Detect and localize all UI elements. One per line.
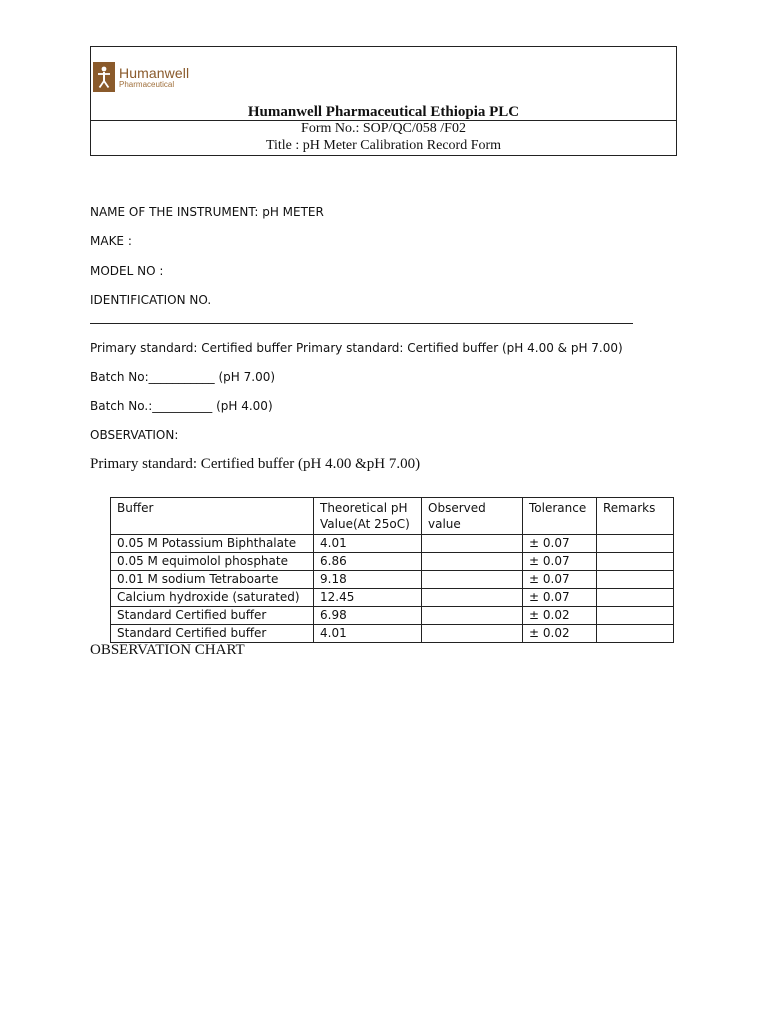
header-buffer: Buffer [111, 498, 314, 535]
cell-observed[interactable] [422, 589, 523, 607]
cell-buffer: Calcium hydroxide (saturated) [111, 589, 314, 607]
cell-observed[interactable] [422, 571, 523, 589]
cell-tolerance: ± 0.07 [523, 571, 597, 589]
cell-remarks[interactable] [597, 553, 674, 571]
cell-theoretical: 9.18 [314, 571, 422, 589]
cell-theoretical: 4.01 [314, 625, 422, 643]
identification-field: IDENTIFICATION NO. [90, 293, 212, 307]
primary-standard-heading: Primary standard: Certified buffer (pH 4.00 &pH 7.00) [90, 456, 421, 472]
cell-theoretical: 12.45 [314, 589, 422, 607]
batch-ph7-field: Batch No:___________ (pH 7.00) [90, 370, 276, 384]
primary-standard-text: Primary standard: Certified buffer Primary standard: Certified buffer (pH 4.00 & pH 7.00) [90, 341, 623, 355]
cell-tolerance: ± 0.02 [523, 625, 597, 643]
cell-buffer: Standard Certified buffer [111, 625, 314, 643]
table-row [111, 589, 674, 607]
table-row [111, 553, 674, 571]
table-row [111, 607, 674, 625]
header-theoretical: Theoretical pH Value(At 25oC) [314, 498, 422, 535]
table-header-row [111, 498, 674, 535]
cell-observed[interactable] [422, 535, 523, 553]
cell-remarks[interactable] [597, 571, 674, 589]
cell-remarks[interactable] [597, 625, 674, 643]
model-field: MODEL NO : [90, 264, 164, 278]
observation-table [110, 497, 674, 643]
form-title: Title : pH Meter Calibration Record Form [265, 138, 502, 153]
header-observed: Observed value [422, 498, 523, 535]
cell-theoretical: 6.98 [314, 607, 422, 625]
form-header [90, 46, 677, 156]
company-logo [93, 62, 189, 92]
cell-remarks[interactable] [597, 607, 674, 625]
table-row [111, 535, 674, 553]
cell-observed[interactable] [422, 607, 523, 625]
table-row [111, 571, 674, 589]
cell-remarks[interactable] [597, 535, 674, 553]
humanwell-logo-icon [93, 62, 115, 92]
cell-tolerance: ± 0.07 [523, 589, 597, 607]
observation-chart-label: OBSERVATION CHART [90, 642, 245, 658]
header-remarks: Remarks [597, 498, 674, 535]
cell-observed[interactable] [422, 625, 523, 643]
cell-remarks[interactable] [597, 589, 674, 607]
cell-theoretical: 4.01 [314, 535, 422, 553]
cell-buffer: 0.05 M equimolol phosphate [111, 553, 314, 571]
company-name: Humanwell Pharmaceutical Ethiopia PLC [247, 104, 520, 120]
cell-theoretical: 6.86 [314, 553, 422, 571]
cell-observed[interactable] [422, 553, 523, 571]
cell-buffer: 0.01 M sodium Tetraboarte [111, 571, 314, 589]
logo-subtitle: Pharmaceutical [119, 79, 175, 89]
cell-buffer: Standard Certified buffer [111, 607, 314, 625]
table-row [111, 625, 674, 643]
batch-ph4-field: Batch No.:__________ (pH 4.00) [90, 399, 273, 413]
header-tolerance: Tolerance [523, 498, 597, 535]
form-number: Form No.: SOP/QC/058 /F02 [301, 121, 466, 136]
divider-line [90, 323, 633, 324]
cell-tolerance: ± 0.07 [523, 553, 597, 571]
instrument-name: NAME OF THE INSTRUMENT: pH METER [90, 205, 324, 219]
cell-buffer: 0.05 M Potassium Biphthalate [111, 535, 314, 553]
cell-tolerance: ± 0.07 [523, 535, 597, 553]
observation-label: OBSERVATION: [90, 428, 179, 442]
logo-name: Humanwell [119, 64, 190, 81]
make-field: MAKE : [90, 234, 132, 248]
cell-tolerance: ± 0.02 [523, 607, 597, 625]
